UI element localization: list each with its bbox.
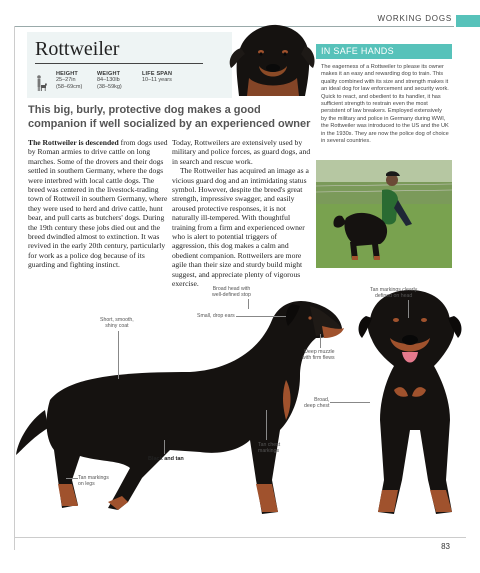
body-text: from dogs used by Roman armies to drive cattle on long marches. Some of the drovers and their dogs settled in southern Germany, where the dogs were interbred with local cattle dogs. The breed was centered in the livestock-trading town of Rottweil in southern Germany, where they were used to herd and drive cattle, hunt bear, and pull carts as butchers' dogs. During the 19th century these jobs died out and the breed dwindled almost to extinction. It was revived in the early 20th century, particularly for work as a police dog because of its guarding and fighting instinct. (28, 138, 168, 270)
label-line: deep chest (304, 403, 330, 409)
page-number: 83 (441, 542, 450, 551)
label-tan-chest (258, 442, 280, 454)
label-line: Short, smooth, (100, 317, 134, 323)
label-line: shiny coat (105, 323, 129, 329)
label-line: Broad head with (212, 286, 251, 292)
leader-line (330, 402, 370, 403)
page-title: Rottweiler (35, 38, 120, 60)
side-view-dog (16, 301, 344, 514)
leader-line (248, 299, 249, 309)
size-comparison-icon (35, 74, 47, 92)
sidebar-title: IN SAFE HANDS (321, 46, 394, 56)
footer-rule (14, 537, 466, 538)
rottweiler-head-photo (219, 16, 319, 96)
leader-line (118, 331, 119, 379)
section-tab (456, 15, 480, 27)
label-tan-head (370, 287, 417, 299)
stat-value: 10–11 years (142, 77, 172, 83)
label-line: markings (258, 448, 280, 454)
body-paragraph: Today, Rottweilers are extensively used by military and police forces, as guard dogs, and in search and rescue work. (172, 138, 311, 166)
section-label: WORKING DOGS (377, 14, 452, 23)
label-line: Tan chest (258, 442, 281, 448)
subhead: This big, burly, protective dog makes a good companion if well socialized by an experienced owner (28, 104, 311, 130)
label-broad-head (212, 286, 251, 298)
body-paragraph: The Rottweiler has acquired an image as a vicious guard dog and an intimidating status symbol. However, despite the breed's great strength, impressive swagger, and easily aroused protective responses, it is not naturally ill-tempered. With thoughtful training from a firm and experienced owner who is alert to potential triggers of aggression, this dog makes a calm and obedient companion. Rottweilers are more agile than their size and sturdy build might suggest, and appreciate plenty of vigorous exercise. (172, 166, 309, 289)
label-broad-chest (304, 397, 329, 409)
label-line: Tan markings (78, 475, 109, 481)
leader-line (266, 410, 267, 440)
leader-line (320, 334, 321, 348)
label-line: Deep muzzle (304, 349, 335, 355)
label-small-ears (197, 313, 235, 319)
label-tan-legs (78, 475, 109, 487)
label-deep-muzzle (302, 349, 335, 361)
stat-value: (58–69cm) (56, 84, 83, 90)
label-line: with firm flews (302, 355, 335, 361)
stat-label: LIFE SPAN (142, 71, 173, 77)
leader-line (408, 300, 409, 318)
front-view-dog (359, 290, 462, 514)
leader-line (236, 316, 286, 317)
label-line: Broad, (314, 397, 330, 403)
stat-value: (38–59kg) (97, 84, 122, 90)
stat-label: WEIGHT (97, 71, 121, 77)
title-underline (35, 63, 203, 64)
label-black-and-tan: Black and tan (148, 456, 184, 462)
stat-value: 25–27in (56, 77, 76, 83)
sidebar-text: The eagerness of a Rottweiler to please its owner makes it an easy and rewarding dog to train. This quality combined with its size and strength makes it an ideal dog for law enforcement and security work. Quick to react, and obedient to its handler, it has sufficient strength to restrain even the most persistent of law breakers. Employed extensively by the military and police in Germany during WWI, the Rottweiler was introduced to the US and the UK in the 1930s. They are now the police dog of choice in several countries. (321, 64, 449, 145)
label-short-coat (100, 317, 134, 329)
label-line: defined on head (375, 293, 413, 299)
leader-line (66, 478, 78, 479)
body-column-1 (28, 138, 168, 270)
label-line: on legs (78, 481, 95, 487)
stat-lifespan (142, 71, 172, 84)
stat-value: 84–130lb (97, 77, 120, 83)
lead-in: The Rottweiler is descended (28, 138, 119, 147)
stat-weight (97, 71, 122, 91)
label-line: well-defined stop (212, 292, 251, 298)
label-line: Small, drop ears (197, 313, 235, 319)
stat-label: HEIGHT (56, 71, 78, 77)
label-line: Tan markings clearly (370, 287, 418, 293)
police-dog-photo (316, 160, 452, 268)
rottweiler-illustration (10, 280, 470, 535)
stat-height (56, 71, 82, 91)
body-column-2 (172, 138, 312, 289)
leader-line (164, 440, 165, 454)
